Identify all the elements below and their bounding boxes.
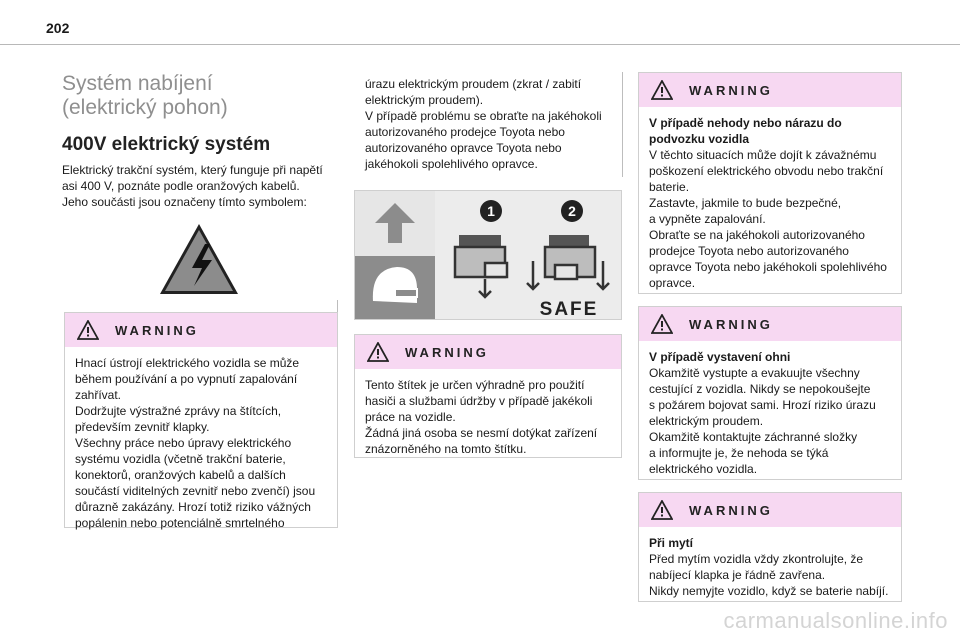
- warning-title: WARNING: [689, 82, 773, 98]
- warning-heading: V případě vystavení ohni: [649, 350, 791, 364]
- warning-title: WARNING: [115, 322, 199, 338]
- continuation-line: autorizovaného prodejce Toyota nebo: [365, 125, 565, 139]
- warning-line: baterie.: [649, 180, 690, 194]
- warning-header: [639, 493, 901, 527]
- warning-line: Tento štítek je určen výhradně pro použití: [365, 378, 585, 392]
- safe-label-illustration: [354, 190, 622, 320]
- warning-line: poškození elektrického obvodu nebo trakční: [649, 164, 884, 178]
- continuation-line: V případě problému se obraťte na jakéhokoli: [365, 109, 602, 123]
- marker-1: [480, 200, 502, 222]
- warning-line: nabíjecí klapka je řádně zavřena.: [649, 568, 826, 582]
- svg-text:2: 2: [568, 203, 576, 219]
- warning-header: [355, 335, 621, 369]
- warning-line: konektorů, oranžových kabelů a dalších: [75, 468, 286, 482]
- section-title-line: Systém nabíjení: [62, 72, 213, 95]
- warning-line: Dodržujte výstražné zprávy na štítcích,: [75, 404, 282, 418]
- warning-triangle-icon: [367, 342, 389, 362]
- warning-line: Všechny práce nebo úpravy elektrického: [75, 436, 292, 450]
- warning-line: Nikdy nemyjte vozidlo, když se baterie nabíjí.: [649, 584, 889, 598]
- warning-triangle-icon: [651, 80, 673, 100]
- warning-line: cestující z vozidla. Nikdy se nepokoušejte: [649, 382, 871, 396]
- warning-text: [639, 527, 901, 609]
- warning-line: a informujte je, že nehoda se týká: [649, 446, 829, 460]
- warning-line: popálenin nebo potenciálně smrtelného: [75, 516, 285, 530]
- marker-2: [561, 200, 583, 222]
- warning-line: Okamžitě kontaktujte záchranné složky: [649, 430, 858, 444]
- warning-line: důrazně zakázány. Hrozí totiž riziko vážných: [75, 500, 311, 514]
- safe-text: SAFE: [539, 299, 599, 320]
- top-divider: [0, 44, 960, 45]
- subsection-title: 400V elektrický systém: [62, 134, 271, 155]
- warning-line: hasiči a službami údržby v případě jakékoli: [365, 394, 593, 408]
- warning-text: [355, 369, 621, 467]
- warning-line: opravce Toyota nebo jakéhokoli spolehlivého: [649, 260, 887, 274]
- warning-text: [65, 347, 337, 541]
- warning-line: Okamžitě vystupte a evakuujte všechny: [649, 366, 860, 380]
- intro-line: Jeho součásti jsou označeny tímto symbolem:: [62, 195, 307, 209]
- warning-line: opravce.: [649, 276, 696, 290]
- page-number: 202: [46, 20, 70, 36]
- warning-line: prodejce Toyota nebo autorizovaného: [649, 244, 849, 258]
- warning-header: [639, 73, 901, 107]
- warning-box-fire: [638, 306, 902, 480]
- warning-title: WARNING: [689, 316, 773, 332]
- warning-line: především zevnitř klapky.: [75, 420, 210, 434]
- warning-heading: V případě nehody nebo nárazu do: [649, 116, 842, 130]
- warning-box-accident: [638, 72, 902, 294]
- warning-box-electric: [64, 312, 338, 528]
- warning-header: [65, 313, 337, 347]
- section-title: [62, 72, 338, 120]
- warning-heading: podvozku vozidla: [649, 132, 750, 146]
- warning-line: a vypněte zapalování.: [649, 212, 766, 226]
- warning-line: práce na vozidle.: [365, 410, 456, 424]
- warning-title: WARNING: [689, 502, 773, 518]
- warning-line: zahřívat.: [75, 388, 122, 402]
- warning-line: systému vozidla (včetně trakční baterie,: [75, 452, 286, 466]
- warning-heading: Při mytí: [649, 536, 694, 550]
- warning-line: s požárem bojovat sami. Hrozí riziko úrazu: [649, 398, 876, 412]
- section-title-line: (elektrický pohon): [62, 96, 228, 119]
- warning-box-washing: [638, 492, 902, 602]
- intro-line: Elektrický trakční systém, který funguje při napětí: [62, 163, 323, 177]
- continuation-line: úrazu elektrickým proudem (zkrat / zabití: [365, 77, 582, 91]
- warning-line: Hnací ústrojí elektrického vozidla se může: [75, 356, 300, 370]
- continuation-line: elektrickým proudem).: [365, 93, 484, 107]
- warning-line: elektrického vozidla.: [649, 462, 758, 476]
- warning-text: [639, 107, 901, 301]
- warning-header: [639, 307, 901, 341]
- warning-line: Obraťte se na jakéhokoli autorizovaného: [649, 228, 865, 242]
- warning-line: Žádná jiná osoba se nesmí dotýkat zařízení: [365, 426, 598, 440]
- continuation-text: [365, 76, 620, 172]
- continuation-line: jakéhokoli spolehlivého opravce.: [365, 157, 538, 171]
- warning-line: Před mytím vozidla vždy zkontrolujte, že: [649, 552, 864, 566]
- warning-line: znázorněného na tomto štítku.: [365, 442, 527, 456]
- warning-text: [639, 341, 901, 487]
- intro-paragraph: [62, 162, 338, 210]
- warning-line: V těchto situacích může dojít k závažnému: [649, 148, 877, 162]
- warning-triangle-icon: [651, 500, 673, 520]
- continuation-line: autorizovaného opravce Toyota nebo: [365, 141, 562, 155]
- warning-triangle-icon: [651, 314, 673, 334]
- footer-watermark[interactable]: carmanualsonline.info: [723, 608, 948, 633]
- intro-line: asi 400 V, poznáte podle oranžových kabelů.: [62, 179, 300, 193]
- warning-title: WARNING: [405, 344, 489, 360]
- warning-line: Zastavte, jakmile to bude bezpečné,: [649, 196, 842, 210]
- warning-box-label: [354, 334, 622, 458]
- column-1: [62, 72, 338, 210]
- warning-line: elektrickým proudem.: [649, 414, 764, 428]
- high-voltage-icon: [158, 222, 240, 296]
- warning-line: součástí viditelných zevnitř nebo zvenčí) jsou: [75, 484, 316, 498]
- warning-triangle-icon: [77, 320, 99, 340]
- warning-line: během používání a po vypnutí zapalování: [75, 372, 298, 386]
- svg-text:1: 1: [487, 203, 495, 219]
- column-divider-2a: [622, 72, 623, 177]
